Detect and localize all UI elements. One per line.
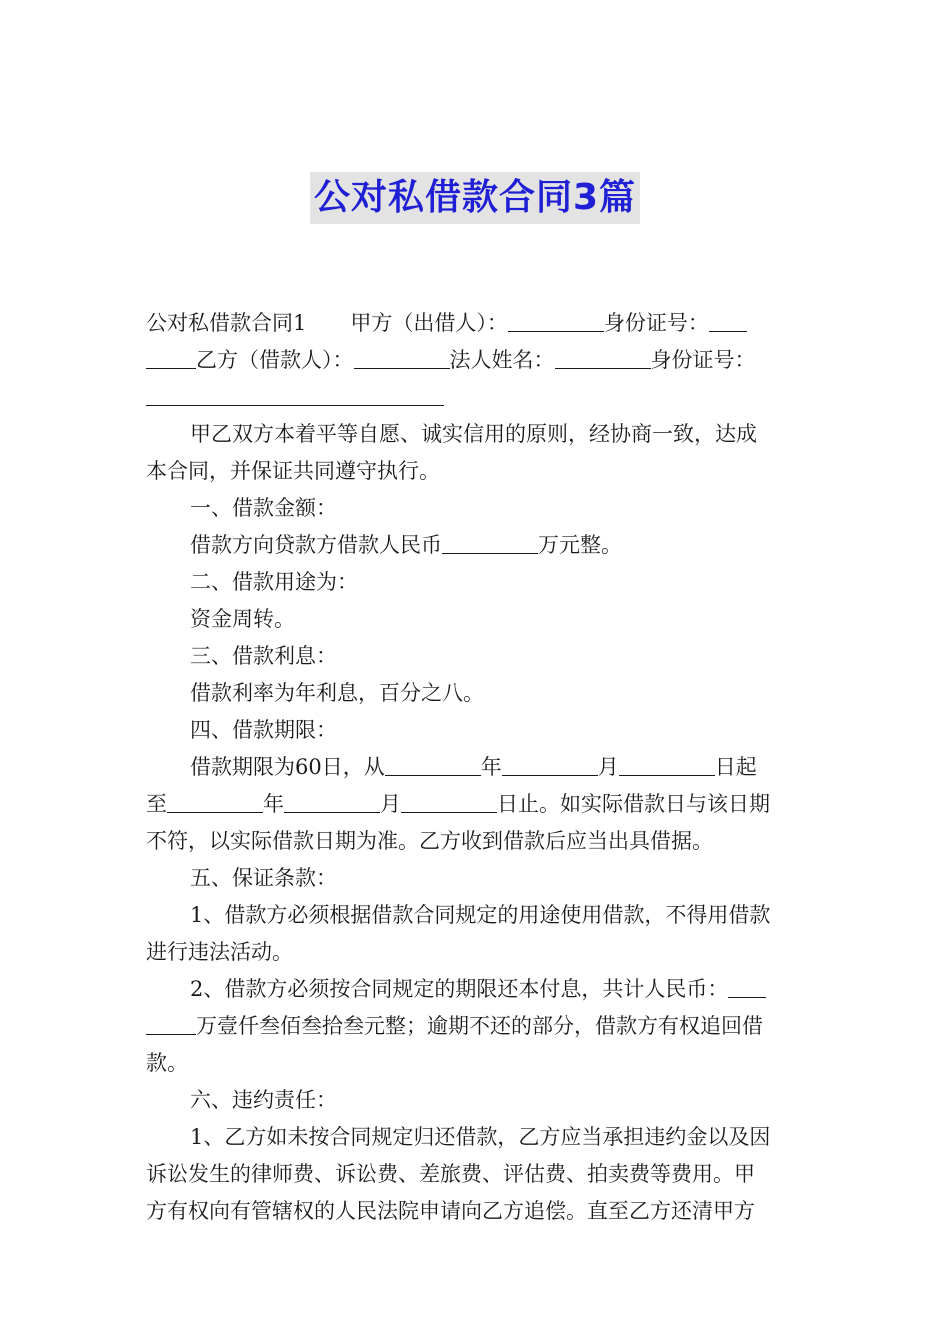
end-month-blank	[284, 790, 380, 813]
id-no2-blank	[146, 383, 444, 406]
id-no-blank-b	[146, 346, 196, 369]
section-1-text	[146, 527, 806, 564]
title-wrap	[0, 172, 950, 224]
section-1-heading: 一、借款金额：	[190, 496, 337, 520]
amount-blank	[442, 531, 538, 554]
repayment-blank-a	[728, 975, 766, 998]
section-5-1-line-2: 进行违法活动。	[146, 940, 293, 964]
legal-name-label: 法人姓名：	[449, 348, 555, 372]
day-start-label: 日起	[714, 755, 757, 779]
party-b-label: 乙方（借款人）：	[196, 348, 354, 372]
section-1-text-b: 万元整。	[538, 533, 622, 557]
start-day-blank	[619, 753, 715, 776]
year-label-2: 年	[263, 792, 284, 816]
party-b-blank	[354, 346, 450, 369]
contract-label: 公对私借款合同1	[146, 311, 307, 335]
section-4-heading: 四、借款期限：	[190, 718, 337, 742]
end-text: 日止。如实际借款日与该日期	[497, 792, 770, 816]
section-2-heading: 二、借款用途为：	[190, 570, 358, 594]
document-title: 公对私借款合同3篇	[310, 172, 640, 224]
repayment-text-2: 万壹仟叁佰叁拾叁元整；逾期不还的部分，借款方有权追回借	[196, 1014, 763, 1038]
section-4-line-1	[146, 749, 806, 786]
section-5-1-line-1: 1、借款方必须根据借款合同规定的用途使用借款，不得用借款	[190, 903, 771, 927]
section-6-1-line-1: 1、乙方如未按合同规定归还借款，乙方应当承担违约金以及因	[190, 1125, 771, 1149]
section-5-heading: 五、保证条款：	[190, 866, 337, 890]
party-a-blank	[508, 309, 604, 332]
section-5-2-line-3: 款。	[146, 1051, 188, 1075]
section-4-line-3: 不符，以实际借款日期为准。乙方收到借款后应当出具借据。	[146, 829, 713, 853]
section-2-text: 资金周转。	[190, 607, 295, 631]
intro-line-2	[146, 342, 806, 379]
month-label-2: 月	[380, 792, 401, 816]
id-no-blank-a	[709, 309, 747, 332]
repayment-text: 2、借款方必须按合同规定的期限还本付息，共计人民币：	[190, 977, 729, 1001]
repayment-blank-b	[146, 1012, 196, 1035]
party-a-label: 甲方（出借人）：	[350, 311, 508, 335]
section-1-text-a: 借款方向贷款方借款人民币	[190, 533, 442, 557]
term-text: 借款期限为60日，从	[190, 755, 385, 779]
id-no2-label: 身份证号：	[650, 348, 756, 372]
start-month-blank	[502, 753, 598, 776]
section-3-heading: 三、借款利息：	[190, 644, 337, 668]
end-year-blank	[167, 790, 263, 813]
section-3-text: 借款利率为年利息，百分之八。	[190, 681, 484, 705]
section-6-heading: 六、违约责任：	[190, 1088, 337, 1112]
intro-line-3	[146, 379, 806, 416]
preamble-line-2: 本合同，并保证共同遵守执行。	[146, 459, 440, 483]
to-label: 至	[146, 792, 167, 816]
year-label: 年	[480, 755, 502, 779]
id-no-label: 身份证号：	[603, 311, 709, 335]
start-year-blank	[385, 753, 481, 776]
section-4-line-2	[146, 786, 806, 823]
section-6-1-line-3: 方有权向有管辖权的人民法院申请向乙方追偿。直至乙方还清甲方	[146, 1199, 755, 1223]
preamble-line-1: 甲乙双方本着平等自愿、诚实信用的原则，经协商一致，达成	[190, 422, 757, 446]
legal-name-blank	[555, 346, 651, 369]
end-day-blank	[401, 790, 497, 813]
document-body	[146, 305, 806, 1230]
month-label: 月	[597, 755, 619, 779]
section-5-2-line-2	[146, 1008, 806, 1045]
intro-line-1	[146, 305, 806, 342]
section-5-2-line-1	[146, 971, 806, 1008]
section-6-1-line-2: 诉讼发生的律师费、诉讼费、差旅费、评估费、拍卖费等费用。甲	[146, 1162, 755, 1186]
